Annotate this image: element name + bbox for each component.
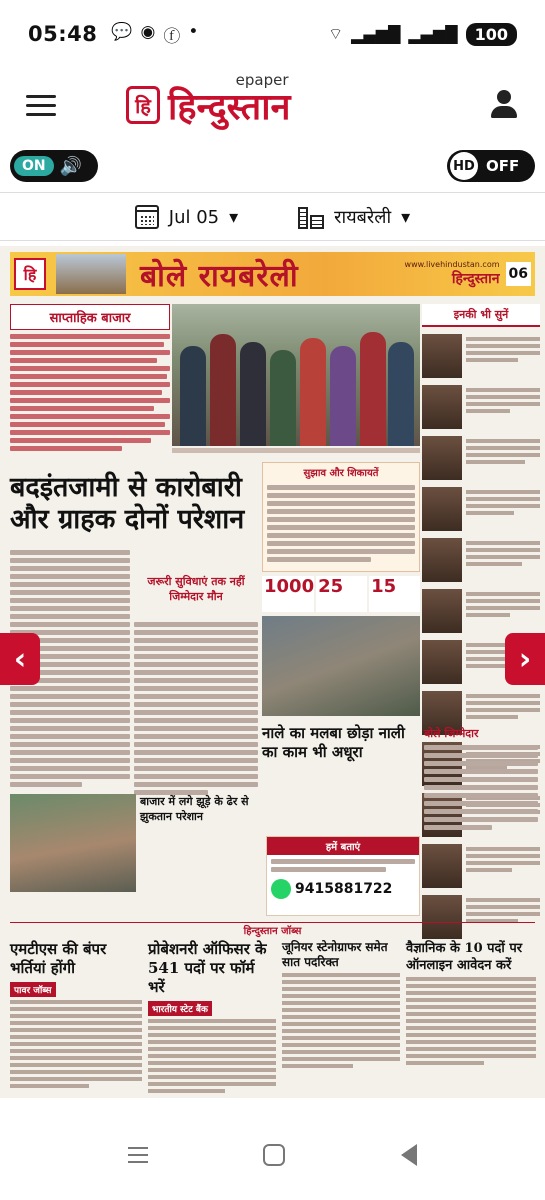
status-time: 05:48	[28, 22, 98, 46]
weekly-market-column	[10, 304, 170, 454]
hd-toggle[interactable]	[447, 150, 535, 182]
filter-row	[0, 194, 545, 240]
contact-box	[266, 836, 420, 916]
suggestions-head: सुझाव और शिकायतें	[303, 468, 379, 479]
job-1-title: एमटीएस की बंपर भर्तियां होंगी	[10, 940, 107, 977]
side-item	[422, 538, 540, 582]
app-header	[0, 68, 545, 142]
dropdown-caret-icon: ▾	[229, 206, 239, 228]
banner-brand: हिन्दुस्तान	[451, 271, 500, 287]
lead-photo	[172, 304, 420, 446]
facebook-icon: ⓕ	[163, 26, 181, 47]
job-article-3	[282, 940, 400, 1098]
wifi-icon: ⌔	[328, 24, 344, 43]
divider	[0, 240, 545, 241]
side-item	[422, 436, 540, 480]
profile-icon[interactable]	[489, 88, 519, 122]
drain-headline: नाले का मलबा छोड़ा नाली का काम भी अधूरा	[262, 724, 405, 761]
hd-toggle-label: OFF	[486, 157, 520, 175]
job-article-4	[406, 940, 536, 1098]
market-headline: बाजार में लगे झूड़े के ढेर से झुकतान परेशान	[140, 795, 249, 823]
stat-shops: 1000	[262, 576, 314, 612]
responsible-box	[424, 726, 538, 833]
banner-logo: हि	[14, 258, 46, 290]
date-selector[interactable]	[135, 205, 238, 229]
audio-toggle-label: ON	[14, 156, 54, 176]
stat-villages: 15	[369, 576, 420, 612]
phone-number: 9415881722	[295, 881, 393, 897]
epaper-page[interactable]	[0, 246, 545, 1098]
home-icon[interactable]	[263, 1144, 285, 1166]
speaker-icon: 🔊	[59, 155, 83, 177]
job-article-2	[148, 940, 276, 1098]
date-value: Jul 05	[168, 206, 220, 228]
contact-head: हमें बताएं	[267, 837, 419, 855]
city-selector[interactable]	[298, 205, 410, 229]
back-icon[interactable]	[401, 1144, 417, 1166]
banner-url: www.livehindustan.com	[404, 260, 500, 269]
divider	[0, 192, 545, 193]
job-2-tag: भारतीय स्टेट बैंक	[148, 1001, 212, 1016]
job-article-1	[10, 940, 142, 1098]
notification-icons	[111, 22, 198, 47]
status-right	[328, 23, 517, 46]
weekly-market-tag: साप्ताहिक बाजार	[10, 304, 170, 330]
side-item	[422, 589, 540, 633]
intro-text	[10, 334, 170, 451]
calendar-icon	[135, 205, 159, 229]
article-column-2	[134, 618, 258, 798]
lead-headline: बदइंतजामी से कारोबारी और ग्राहक दोनों परेशान	[10, 472, 245, 535]
epaper-label: epaper	[235, 70, 289, 89]
stat-years: 25	[316, 576, 367, 612]
building-icon	[298, 205, 324, 229]
side-item	[422, 844, 540, 888]
responsible-head: बोले जिम्मेदार	[424, 727, 479, 740]
whatsapp-icon	[271, 879, 291, 899]
whatsapp-icon: ◉	[140, 21, 156, 42]
signal-icon-2: ▂▄▆█	[408, 24, 458, 44]
audio-toggle[interactable]	[10, 150, 98, 182]
stats-row	[262, 576, 420, 612]
job-1-tag: पावर जॉब्स	[10, 982, 56, 997]
status-bar	[0, 0, 545, 68]
prev-page-button[interactable]: ‹	[0, 633, 40, 685]
banner-title: बोले रायबरेली	[140, 258, 299, 294]
photo-caption	[172, 448, 420, 453]
dropdown-caret-icon: ▾	[401, 206, 411, 228]
job-4-title: वैज्ञानिक के 10 पदों पर ऑनलाइन आवेदन करें	[406, 941, 523, 973]
battery-icon: 100	[466, 23, 517, 46]
contact-number	[267, 875, 419, 903]
side-column-head: इनकी भी सुनें	[422, 304, 540, 327]
page-banner	[10, 252, 535, 296]
needs-subhead: जरूरी सुविधाएं तक नहीं जिम्मेदार मौन	[147, 575, 245, 603]
banner-photo	[56, 254, 126, 294]
toggle-row	[0, 146, 545, 186]
job-2-title: प्रोबेशनरी ऑफिसर के 541 पदों पर फॉर्म भरें	[148, 940, 267, 996]
drain-photo	[262, 616, 420, 716]
side-item	[422, 334, 540, 378]
side-item	[422, 487, 540, 531]
suggestions-box	[262, 462, 420, 572]
recent-apps-icon[interactable]	[128, 1147, 148, 1163]
chat-bubble-icon: 💬	[111, 21, 133, 42]
app-logo[interactable]	[126, 70, 291, 130]
logo-text: हिन्दुस्तान	[168, 85, 291, 128]
signal-icon: ▂▄▆█	[351, 24, 401, 44]
jobs-strip: हिन्दुस्तान जॉब्स	[10, 922, 535, 936]
page-number: 06	[506, 262, 531, 286]
job-3-title: जूनियर स्टेनोग्राफर समेत सात पदरिक्त	[282, 940, 388, 969]
city-value: रायबरेली	[334, 207, 392, 228]
next-page-button[interactable]: ›	[505, 633, 545, 685]
hd-badge: HD	[450, 152, 478, 180]
market-photo	[10, 794, 136, 892]
menu-icon[interactable]	[26, 95, 56, 116]
dot-icon: •	[188, 21, 199, 42]
side-item	[422, 385, 540, 429]
banner-right	[405, 260, 500, 288]
system-nav-bar	[0, 1110, 545, 1200]
side-column	[422, 304, 540, 939]
logo-mark: हि	[126, 86, 160, 124]
